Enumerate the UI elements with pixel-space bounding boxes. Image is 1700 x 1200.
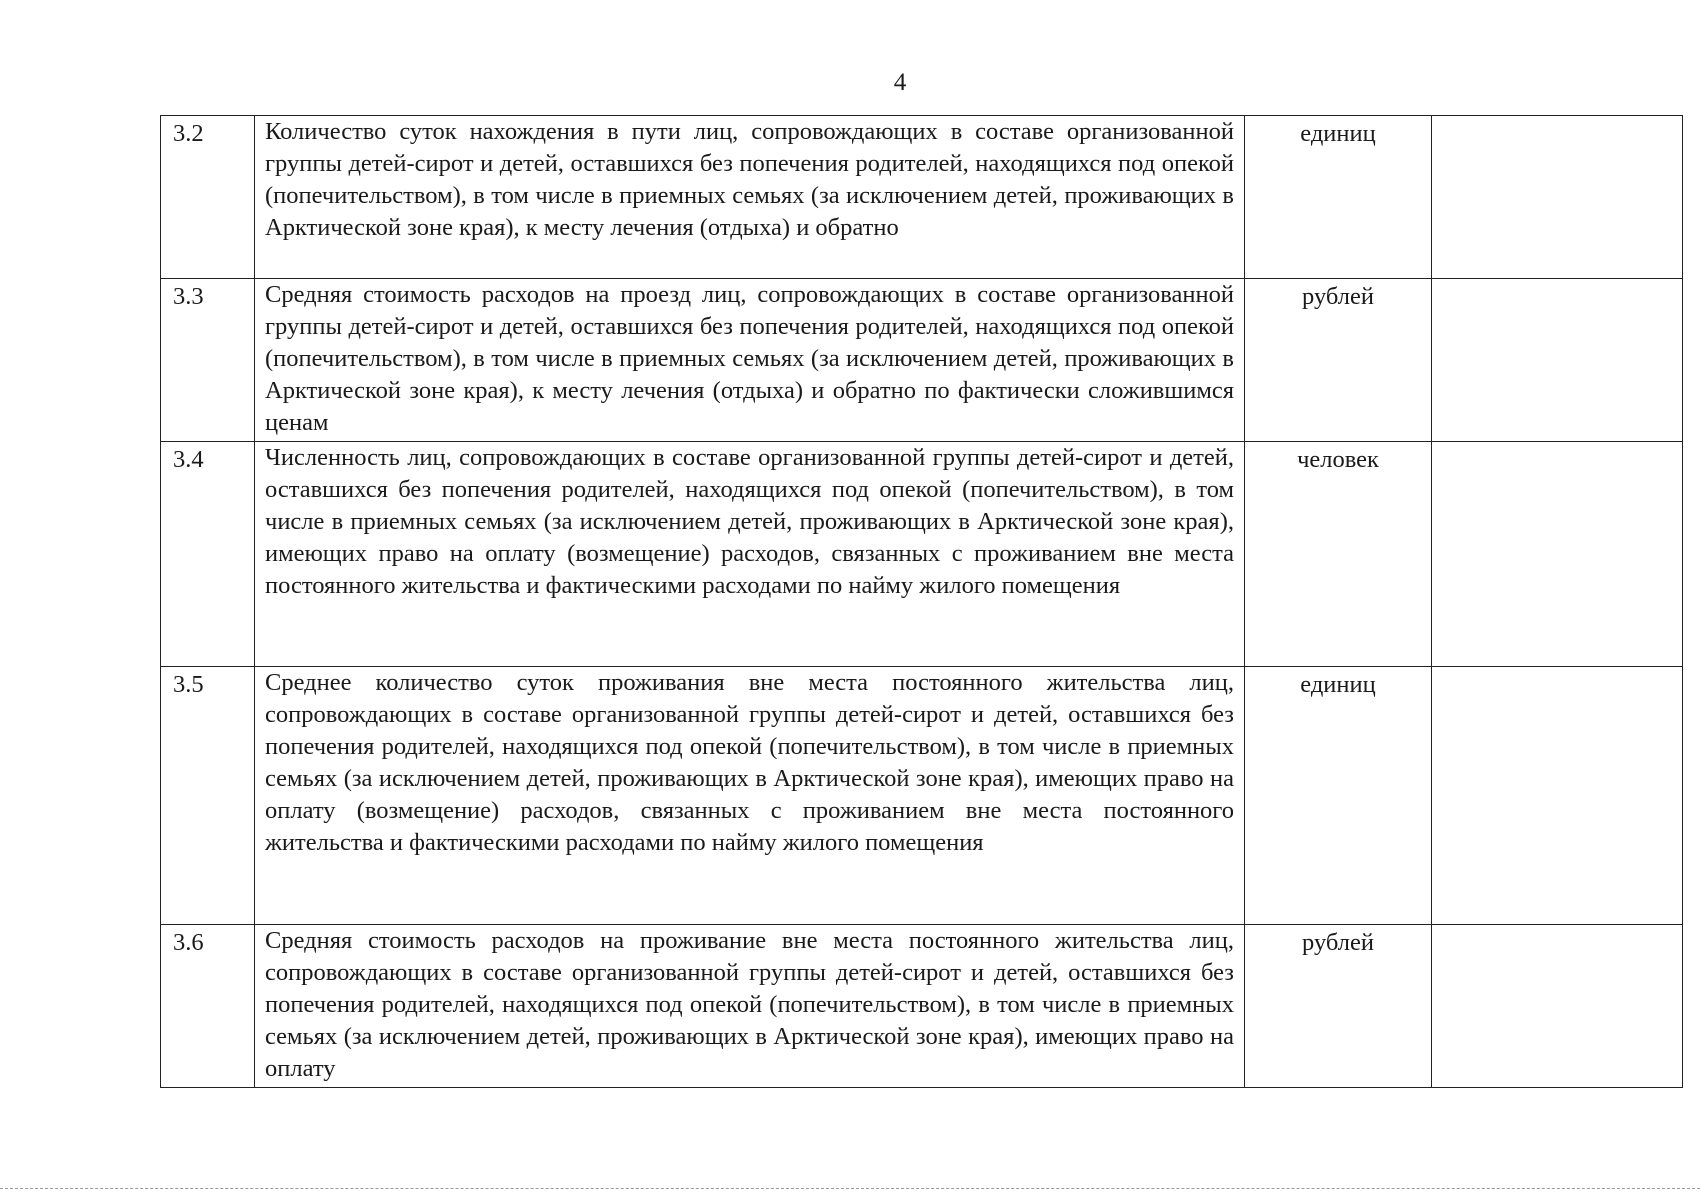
row-unit: рублей — [1245, 279, 1432, 442]
row-number: 3.5 — [161, 667, 255, 925]
row-unit: единиц — [1245, 667, 1432, 925]
scan-edge-line — [0, 1188, 1700, 1189]
row-number: 3.2 — [161, 116, 255, 279]
row-value — [1432, 442, 1683, 667]
row-unit: рублей — [1245, 925, 1432, 1088]
indicator-table — [160, 115, 1683, 1088]
row-description: Средняя стоимость расходов на проживание вне места постоянного жительства лиц, сопровождающих в составе организованной группы детей-сирот и детей, оставшихся без попечения родителей, находящихся под опекой (попечительством), в том числе в приемных семьях (за исключением детей, проживающих в Арктической зоне края), имеющих право на оплату — [255, 925, 1245, 1088]
row-value — [1432, 925, 1683, 1088]
row-description: Среднее количество суток проживания вне места постоянного жительства лиц, сопровождающих в составе организованной группы детей-сирот и детей, оставшихся без попечения родителей, находящихся под опекой (попечительством), в том числе в приемных семьях (за исключением детей, проживающих в Арктической зоне края), имеющих право на оплату (возмещение) расходов, связанных с проживанием вне места постоянного жительства и фактическими расходами по найму жилого помещения — [255, 667, 1245, 925]
row-description: Средняя стоимость расходов на проезд лиц, сопровождающих в составе организованной группы детей-сирот и детей, оставшихся без попечения родителей, находящихся под опекой (попечительством), в том числе в приемных семьях (за исключением детей, проживающих в Арктической зоне края), к месту лечения (отдыха) и обратно по фактически сложившимся ценам — [255, 279, 1245, 442]
row-value — [1432, 279, 1683, 442]
row-number: 3.6 — [161, 925, 255, 1088]
row-unit: человек — [1245, 442, 1432, 667]
table-row — [161, 667, 1683, 925]
row-number: 3.4 — [161, 442, 255, 667]
table-row — [161, 279, 1683, 442]
row-number: 3.3 — [161, 279, 255, 442]
row-value — [1432, 116, 1683, 279]
page-number: 4 — [893, 69, 907, 96]
table-row — [161, 116, 1683, 279]
row-description: Количество суток нахождения в пути лиц, сопровождающих в составе организованной группы детей-сирот и детей, оставшихся без попечения родителей, находящихся под опекой (попечительством), в том числе в приемных семьях (за исключением детей, проживающих в Арктической зоне края), к месту лечения (отдыха) и обратно — [255, 116, 1245, 279]
row-description: Численность лиц, сопровождающих в составе организованной группы детей-сирот и детей, оставшихся без попечения родителей, находящихся под опекой (попечительством), в том числе в приемных семьях (за исключением детей, проживающих в Арктической зоне края), имеющих право на оплату (возмещение) расходов, связанных с проживанием вне места постоянного жительства и фактическими расходами по найму жилого помещения — [255, 442, 1245, 667]
table-row — [161, 925, 1683, 1088]
row-value — [1432, 667, 1683, 925]
table-row — [161, 442, 1683, 667]
row-unit: единиц — [1245, 116, 1432, 279]
